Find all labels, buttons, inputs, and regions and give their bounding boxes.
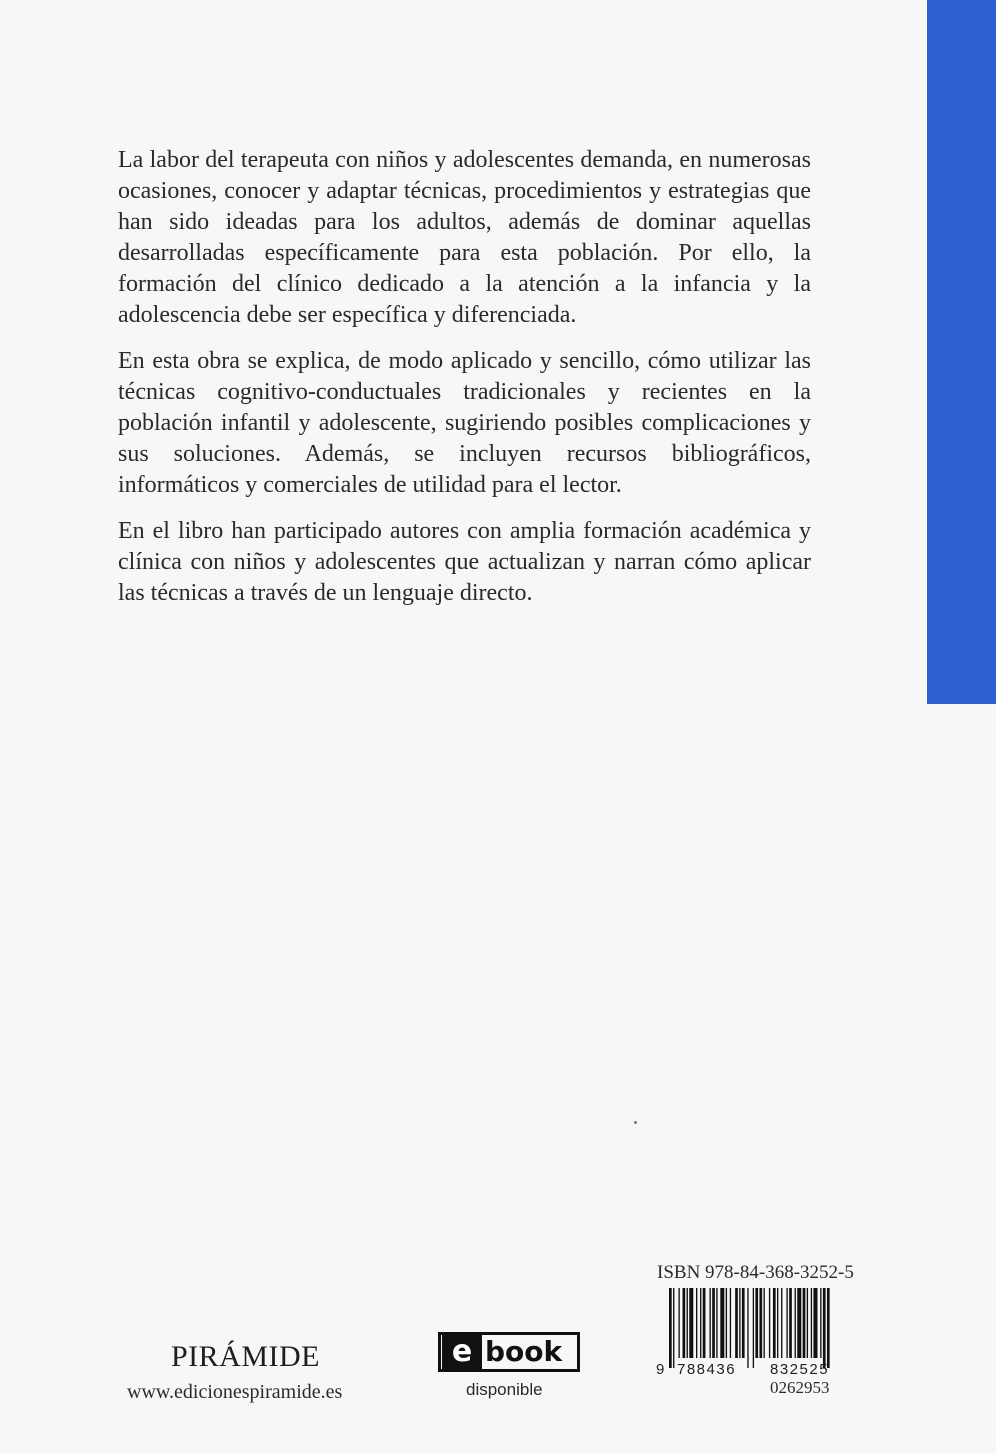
ebook-e-icon: e bbox=[442, 1335, 482, 1369]
blurb-paragraph-1: La labor del terapeuta con niños y adolescentes demanda, en numerosas ocasiones, conocer y adaptar técnicas, procedimientos y estrategias que han sido ideadas para los adultos, además de dominar aquellas desarrolladas específicamente para esta población. Por ello, la formación del clínico dedicado a la atención a la infancia y la adolescencia debe ser específica y diferenciada. bbox=[118, 147, 811, 328]
ebook-caption: disponible bbox=[466, 1380, 543, 1399]
barcode-bar bbox=[683, 1288, 686, 1358]
barcode-bar bbox=[803, 1288, 806, 1358]
barcode-bar bbox=[777, 1288, 778, 1358]
product-code: 0262953 bbox=[770, 1378, 830, 1397]
barcode-digit-lead: 9 bbox=[656, 1361, 665, 1378]
barcode-bar bbox=[789, 1288, 792, 1358]
print-speck bbox=[634, 1121, 637, 1124]
barcode-bar bbox=[753, 1288, 754, 1368]
barcode-bar bbox=[730, 1288, 731, 1358]
publisher-logo: PIRÁMIDE bbox=[171, 1340, 321, 1373]
barcode-bar bbox=[795, 1288, 796, 1358]
blurb-paragraph-2: En esta obra se explica, de modo aplicado y sencillo, cómo utilizar las técnicas cognitivo-conductuales tradicionales y recientes en la población infantil y adolescente, sugiriendo posibles complicaciones y sus soluciones. Además, se incluyen recursos bibliográficos, informáticos y comerciales de utilidad para el lector. bbox=[118, 348, 811, 498]
barcode-bar bbox=[700, 1288, 701, 1358]
barcode-bar bbox=[703, 1288, 706, 1358]
barcode-bar bbox=[827, 1288, 830, 1368]
barcode-bar bbox=[712, 1288, 715, 1358]
blurb-paragraph-3: En el libro han participado autores con amplia formación académica y clínica con niños y adolescentes que actualizan y narran cómo aplicar las técnicas a través de un lenguaje directo. bbox=[118, 518, 811, 606]
barcode bbox=[655, 1288, 869, 1380]
barcode-bar bbox=[716, 1288, 717, 1358]
barcode-icon bbox=[655, 1288, 869, 1380]
barcode-bar bbox=[696, 1288, 697, 1358]
barcode-bar bbox=[735, 1288, 738, 1358]
barcode-bar bbox=[669, 1288, 672, 1368]
barcode-bar bbox=[813, 1288, 817, 1358]
ebook-logo bbox=[438, 1332, 580, 1372]
back-cover-blurb bbox=[118, 145, 811, 624]
barcode-bar bbox=[811, 1288, 812, 1358]
barcode-bar bbox=[678, 1288, 679, 1358]
barcode-digits-left: 788436 bbox=[677, 1361, 737, 1378]
barcode-bar bbox=[769, 1288, 770, 1358]
barcode-bar bbox=[726, 1288, 727, 1358]
barcode-bar bbox=[759, 1288, 762, 1358]
barcode-bar bbox=[786, 1288, 787, 1358]
barcode-bar bbox=[773, 1288, 776, 1358]
barcode-bar bbox=[720, 1288, 724, 1358]
isbn-label: ISBN 978-84-368-3252-5 bbox=[657, 1262, 854, 1283]
publisher-url: www.edicionespiramide.es bbox=[127, 1381, 343, 1403]
barcode-bar bbox=[807, 1288, 808, 1358]
barcode-bar bbox=[764, 1288, 765, 1358]
barcode-bar bbox=[739, 1288, 740, 1358]
barcode-bar bbox=[710, 1288, 711, 1358]
barcode-bar bbox=[797, 1288, 801, 1358]
barcode-bar bbox=[742, 1288, 745, 1358]
ebook-word: book bbox=[485, 1335, 563, 1368]
barcode-bar bbox=[820, 1288, 821, 1358]
barcode-bar bbox=[687, 1288, 688, 1358]
barcode-bar bbox=[781, 1288, 782, 1358]
barcode-bar bbox=[689, 1288, 693, 1358]
barcode-bar bbox=[755, 1288, 758, 1358]
cover-color-band bbox=[927, 0, 996, 704]
barcode-bar bbox=[823, 1288, 826, 1368]
barcode-bar bbox=[747, 1288, 748, 1368]
barcode-digits-right: 832525 bbox=[770, 1361, 830, 1378]
barcode-bar bbox=[673, 1288, 674, 1368]
